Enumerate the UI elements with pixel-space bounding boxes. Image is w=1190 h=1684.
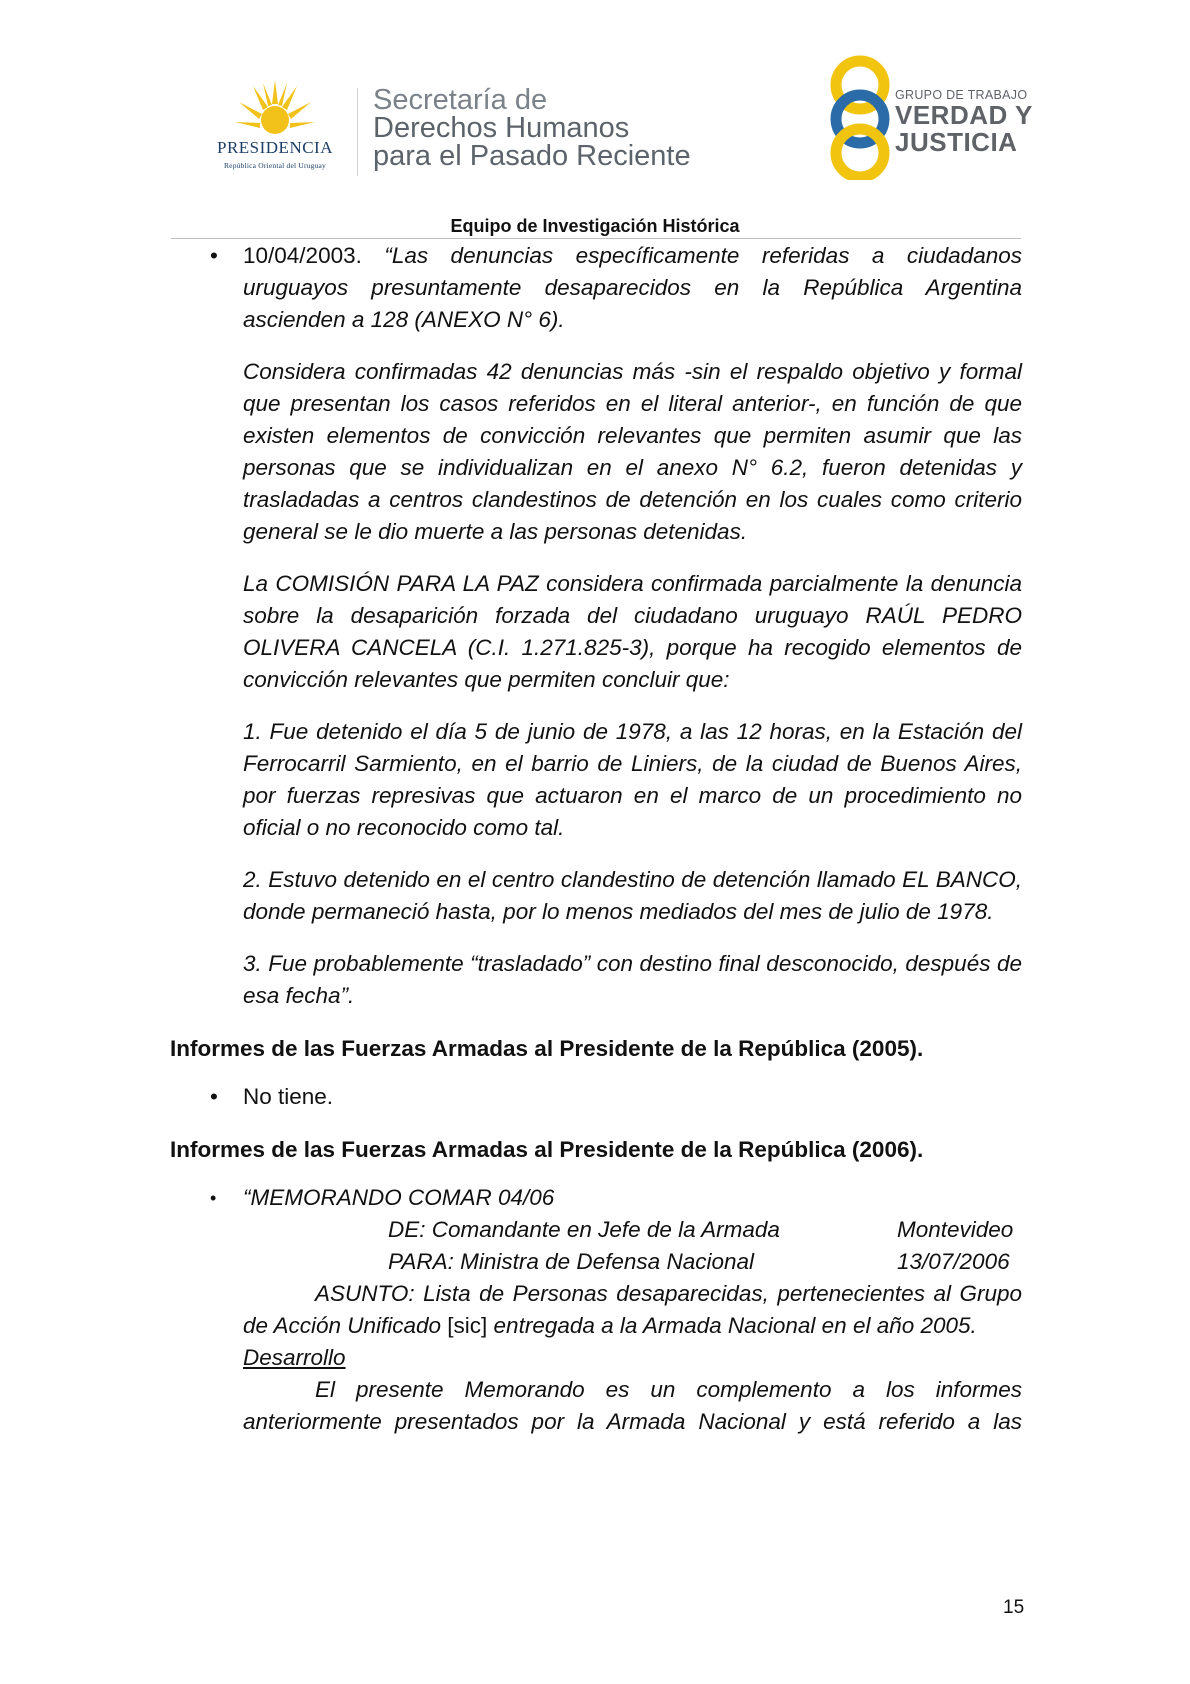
list-item: [170, 240, 1022, 336]
gtvj-line-1: VERDAD Y: [895, 100, 1033, 130]
memo-title: “MEMORANDO COMAR 04/06: [243, 1185, 555, 1210]
gtvj-logo-text: [895, 88, 1033, 156]
memo-subject-a: ASUNTO: Lista de Personas desaparecidas, pertenecientes al Grupo de Acción Unificado: [243, 1281, 1022, 1338]
secretaria-title: [373, 86, 691, 170]
memo-from: DE: Comandante en Jefe de la Armada: [388, 1217, 780, 1242]
page-number: 15: [1003, 1597, 1025, 1618]
secretaria-line-2: Derechos Humanos: [373, 112, 630, 144]
paragraph: Considera confirmadas 42 denuncias más -sin el respaldo objetivo y formal que presentan los casos referidos en el literal anterior-, en función de que existen elementos de convicción relevantes que permiten asumir que las personas que se individualizan en el anexo N° 6.2, fueron detenidas y trasladadas a centros clandestinos de detención en los cuales como criterio general se le dio muerte a las personas detenidas.: [243, 359, 1022, 544]
section-heading: Informes de las Fuerzas Armadas al Presidente de la República (2006).: [170, 1137, 924, 1162]
memo-to: PARA: Ministra de Defensa Nacional: [388, 1249, 754, 1274]
sun-icon: [235, 78, 315, 138]
secretaria-line-1: Secretaría de: [373, 84, 548, 116]
presidencia-subtitle: República Oriental del Uruguay: [223, 161, 326, 170]
memo-to-row: [243, 1246, 1022, 1278]
memo-sic: [sic]: [447, 1313, 488, 1338]
header-divider: [357, 88, 358, 176]
paragraph: 2. Estuvo detenido en el centro clandestino de detención llamado EL BANCO, donde permaneció hasta, por lo menos mediados del mes de julio de 1978.: [243, 867, 1022, 924]
header-rule: [171, 238, 1021, 239]
secretaria-line-3: para el Pasado Reciente: [373, 140, 691, 172]
bullet-icon: •: [210, 1084, 218, 1109]
list-item: [170, 1081, 1022, 1113]
bullet-icon: •: [210, 1188, 217, 1208]
memo-from-row: [243, 1214, 1022, 1246]
memo-subject: [243, 1278, 1022, 1342]
memo-body: El presente Memorando es un complemento a los informes anteriormente presentados por la Armada Nacional y está referido a las: [243, 1377, 1022, 1434]
gtvj-line-2: JUSTICIA: [895, 127, 1018, 157]
section-heading: Informes de las Fuerzas Armadas al Presidente de la República (2005).: [170, 1036, 924, 1061]
item-text: No tiene.: [243, 1084, 334, 1109]
paragraph: La COMISIÓN PARA LA PAZ considera confirmada parcialmente la denuncia sobre la desaparición forzada del ciudadano uruguayo RAÚL PEDRO OLIVERA CANCELA (C.I. 1.271.825-3), porque ha recogido elementos de convicción relevantes que permiten concluir que:: [243, 571, 1022, 692]
document-body: [170, 240, 1022, 1438]
memo-subject-b: entregada a la Armada Nacional en el año 2005.: [487, 1313, 977, 1338]
memo-place: Montevideo: [896, 1217, 1014, 1242]
memo-section-title: Desarrollo: [243, 1345, 346, 1370]
item-date: 10/04/2003.: [243, 243, 385, 268]
paragraph: 3. Fue probablemente “trasladado” con destino final desconocido, después de esa fecha”.: [243, 951, 1022, 1008]
memo-block: [170, 1182, 1022, 1438]
team-header: Equipo de Investigación Histórica: [450, 216, 740, 236]
item-quote: “Las denuncias específicamente referidas a ciudadanos uruguayos presuntamente desaparecidos en la República Argentina ascienden a 128 (ANEXO N° 6).: [243, 243, 1022, 332]
paragraph: 1. Fue detenido el día 5 de junio de 1978, a las 12 horas, en la Estación del Ferrocarril Sarmiento, en el barrio de Liniers, de la ciudad de Buenos Aires, por fuerzas represivas que actuaron en el marco de un procedimiento no oficial o no reconocido como tal.: [243, 719, 1022, 840]
gtvj-small-label: GRUPO DE TRABAJO: [895, 88, 1028, 102]
presidencia-logo: [195, 78, 355, 178]
memo-date: 13/07/2006: [896, 1249, 1010, 1274]
presidencia-name: PRESIDENCIA: [216, 138, 333, 157]
bullet-icon: •: [210, 243, 218, 268]
